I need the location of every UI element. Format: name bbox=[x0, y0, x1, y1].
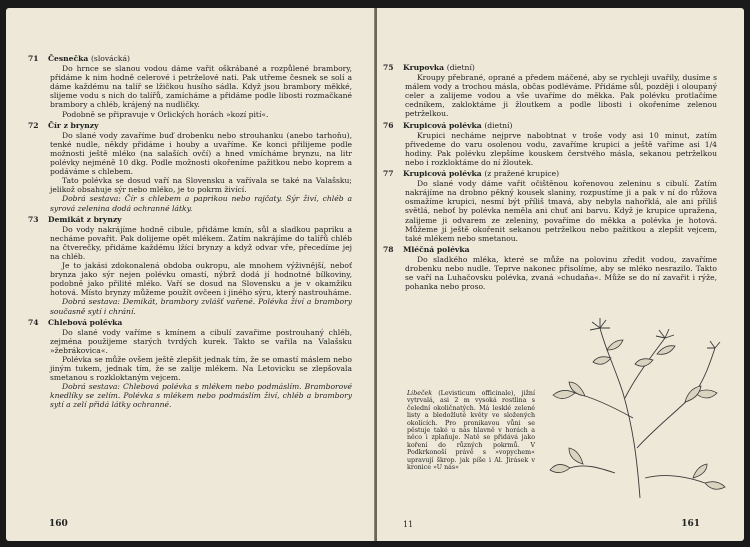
left-page bbox=[6, 8, 375, 541]
recipe bbox=[383, 169, 717, 243]
recipe-paragraph: Do slané vody vaříme s kmínem a cibulí zavařime postrouhaný chléb, zejména použijeme starých tvrdých kurek. Takto se vařila na Valašsku »žebrákovica«. bbox=[50, 327, 352, 355]
caption-latin-name: Libeček bbox=[407, 390, 433, 397]
recipe-title: Mléčná polévka bbox=[403, 244, 470, 254]
recipe-title: Demikát z brynzy bbox=[48, 214, 122, 224]
recipe bbox=[383, 63, 717, 119]
recipe-paragraph: Do slané vody zavaříme buď drobenku nebo strouhanku (anebo tarhoňu), tenké nudle, někdy přidáme i houby a uvaříme. Ke konci přilijeme podle možnosti ještě mléko (na salaších ovčí) a hned vmícháme brynzu, na litr polévky nejméně 10 dkg. Podle možnosti okořeníme pažitkou nebo koprem a podáváme s chlebem. bbox=[50, 130, 352, 177]
page-number-right: 161 bbox=[681, 519, 700, 529]
serving-suggestion: Dobrá sestava: Chlebová polévka s mlékem nebo podmáslím. Bramborové knedlíky se zelím. Polévka s mlékem nebo podmáslím živí, chléb a brambory sytí a zelí přidá látky ochranné. bbox=[50, 382, 352, 410]
lovage-plant-icon bbox=[545, 298, 735, 498]
recipe-number: 77 bbox=[383, 169, 394, 179]
right-page bbox=[377, 8, 744, 541]
recipe-paragraph: Krupici necháme nejprve nabobtnat v troše vody asi 10 minut, zatím přivedeme do varu osolenou vodu, zavaříme krupici a ještě vaříme asi 1/4 hodiny. Pak polévku zlepšíme kouskem čerstvého másla, sekanou petrželkou nebo i rozkloktáme do ní žloutek. bbox=[405, 130, 717, 167]
recipe-paragraph: Tato polévka se dosud vaří na Slovensku a vařívala se také na Valašsku; jelikož obsahuje sýr nebo mléko, je to pokrm živící. bbox=[50, 176, 352, 195]
serving-suggestion: Dobrá sestava: Čír s chlebem a paprikou nebo rajčaty. Sýr živí, chléb a syrová zelenina dodá ochranné látky. bbox=[50, 194, 352, 213]
recipe-subtitle: (dietní) bbox=[446, 63, 475, 72]
recipe-heading bbox=[383, 63, 717, 72]
recipe bbox=[28, 317, 352, 410]
left-page-text bbox=[28, 54, 352, 412]
recipe bbox=[28, 214, 352, 316]
recipe-title: Krupovka bbox=[403, 63, 445, 72]
recipe-paragraph: Do slané vody dáme vařit očištěnou kořenovou zeleninu s cibulí. Zatím nakrájíme na drobno pěkný kousek slaniny, rozpustíme ji a pak v ní do růžova osmažíme krupici, nesmí být příliš tmavá, aby nebyla nahořklá, ale ani příliš světlá, neboť by polévka neměla ani chuť ani barvu. Když je krupice upražena, zalijeme ji odvarem ze zeleniny, povaříme do měkka a polévka je hotová. Můžeme ji ještě okořenit sekanou petrželkou nebo pažitkou a zlepšit vejcem, také mlékem nebo smetanou. bbox=[405, 179, 717, 243]
recipe-title: Chlebová polévka bbox=[48, 317, 123, 327]
recipe-heading bbox=[383, 244, 717, 254]
printer-signature-mark: 11 bbox=[403, 520, 414, 529]
recipe-paragraph: Do hrnce se slanou vodou dáme vařit oškrábané a rozpůlené brambory, přidáme k nim hodně celerové i petrželové nati. Pak utřeme česnek se solí a dáme každému na talíř se lžičkou husího sádla. Když jsou brambory měkké, slijeme vodu s nich do talířů, zamícháme a přidáme podle libosti rozmačkané brambory a chléb, krájený na nudličky. bbox=[50, 64, 352, 110]
recipe-number: 72 bbox=[28, 120, 39, 130]
recipe-number: 75 bbox=[383, 63, 394, 72]
recipe-subtitle: (dietní) bbox=[484, 120, 513, 130]
illustration-caption bbox=[407, 390, 535, 471]
recipe-heading bbox=[28, 214, 352, 224]
recipe-subtitle: (slovácká) bbox=[90, 54, 130, 63]
recipe-number: 78 bbox=[383, 244, 394, 254]
recipe-subtitle: (z pražené krupice) bbox=[484, 169, 560, 179]
recipe-number: 73 bbox=[28, 214, 39, 224]
recipe bbox=[383, 120, 717, 167]
recipe-title: Krupicová polévka bbox=[403, 169, 482, 179]
recipe-title: Čír z brynzy bbox=[48, 120, 99, 130]
recipe-title: Krupicová polévka bbox=[403, 120, 482, 130]
recipe-title: Česnečka bbox=[48, 54, 89, 63]
recipe-paragraph: Polévka se může ovšem ještě zlepšit jednak tím, že se omastí máslem nebo jiným tukem, jednak tím, že se zalije mlékem. Na Letovicku se zlepšovala smetanou s rozkloktaným vejcem. bbox=[50, 355, 352, 383]
recipe-paragraph: Do vody nakrájíme hodně cibule, přidáme kmín, sůl a sladkou papriku a necháme povařit. Pak dolijeme opět mlékem. Zatím nakrájíme do talířů chléb na čtverečky, přidáme každému lžíci brynzy a když odvar vře, přecedíme jej na chléb. bbox=[50, 224, 352, 261]
recipe-paragraph: Podobně se připravuje v Orlických horách »kozí pití«. bbox=[62, 109, 269, 119]
recipe-paragraph: Kroupy přebrané, oprané a předem máčené, aby se rychleji uvařily, dusíme s málem vody a trochou másla, občas podléváme. Přidáme sůl, později i oloupaný celer a zalijeme vodou a vše uvaříme do měkka. Pak polévku protlačíme cedníkem, zakloktáme ji žloutkem a podle libosti i okořeníme zelenou petrželkou. bbox=[405, 73, 717, 119]
serving-suggestion: Dobrá sestava: Demikát, brambory zvlášť vařené. Polévka živí a brambory současně sytí i chrání. bbox=[50, 297, 352, 316]
recipe-heading bbox=[383, 169, 717, 179]
recipe-heading bbox=[28, 317, 352, 327]
recipe bbox=[383, 244, 717, 292]
recipe-heading bbox=[28, 54, 352, 63]
recipe-paragraph: Je to jakási zdokonalená obdoba oukropu, ale mnohem výživnější, neboť brynza jako sýr nejen polévku omastí, nýbrž dodá jí hodnotné bílkoviny, podobně jako přilité mléko. Vaří se dosud na Slovensku a je v okamžiku hotová. Místo brynzy můžeme použít ovčeen i jiného sýru, který nastrouháme. bbox=[50, 261, 352, 298]
recipe-number: 74 bbox=[28, 317, 39, 327]
recipe bbox=[28, 120, 352, 213]
right-page-text bbox=[383, 63, 717, 293]
recipe-paragraph: Do sladkého mléka, které se může na polovinu zředit vodou, zavaříme drobenku nebo nudle. Teprve nakonec přisolíme, aby se mléko nesrazilo. Takto se vaří na Luhačovsku polévka, zvaná »chudaňa«. Může se do ní zavařit i rýže, pohanka nebo proso. bbox=[405, 254, 717, 292]
recipe-heading bbox=[28, 120, 352, 130]
recipe-heading bbox=[383, 120, 717, 130]
recipe bbox=[28, 54, 352, 119]
caption-text: (Levisticum officinale), jižní vytrvalá, asi 2 m vysoká rostlina s čelední okoličnatých. Má lesklé zelené listy a bledožluté květy ve složených okolících. Pro pronikavou vůni se pěstuje také u nás hlavně v horách a něco i zplaňuje. Natě se přidává jako koření do různých pokrmů. V Podkrkonoší právě s »vopychem« upravují škrop. jak píše i Al. Jirásek v kronice »U nás« bbox=[407, 390, 535, 472]
recipe-number: 76 bbox=[383, 120, 394, 130]
recipe-number: 71 bbox=[28, 54, 39, 63]
page-number-left: 160 bbox=[49, 519, 68, 529]
